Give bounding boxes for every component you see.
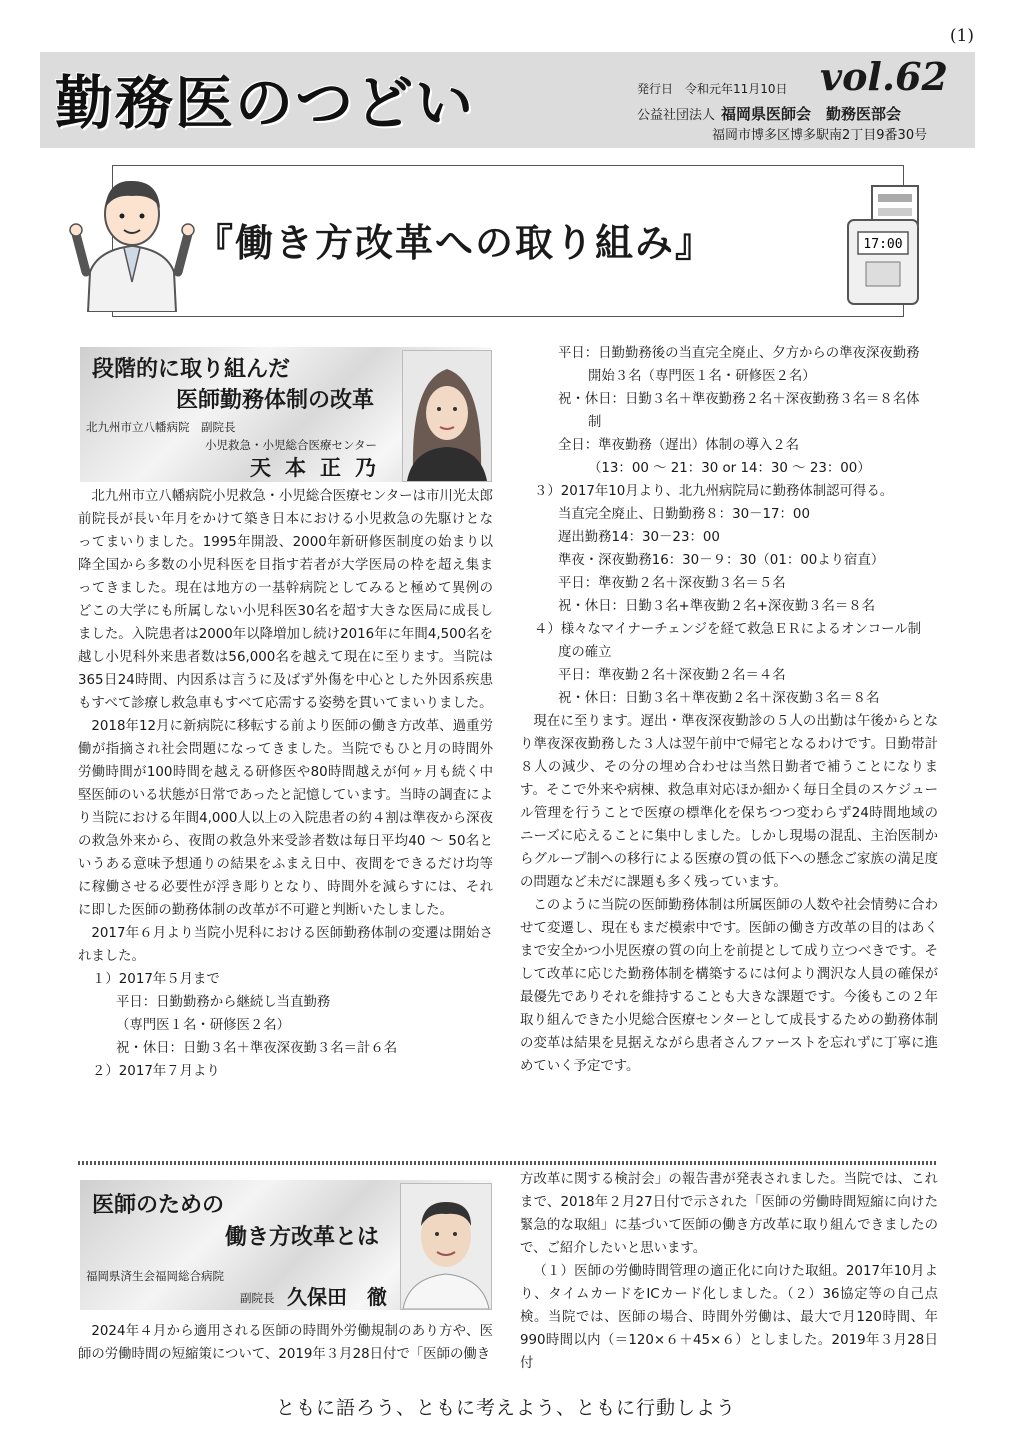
article1-list-item: 制: [588, 415, 602, 430]
article1-list-item: 平日：準夜勤２名＋深夜勤２名＝４名: [558, 668, 786, 683]
article1-list-item: 平日：準夜勤２名＋深夜勤３名＝５名: [558, 576, 786, 591]
article2-title-line2: 働き方改革とは: [225, 1225, 380, 1250]
article2-left-column: [78, 1320, 493, 1366]
article1-list-item: （13：00 ～ 21：30 or 14：30 ～ 23：00）: [588, 461, 871, 476]
article1-paragraph: 2017年６月より当院小児科における医師勤務体制の変遷は開始されました。: [78, 926, 493, 964]
article1-list-item: 準夜・深夜勤務16：30－９：30（01：00より宿直）: [558, 553, 885, 568]
article2-right-column: [520, 1168, 938, 1375]
article2-affiliation: 福岡県済生会福岡総合病院: [86, 1269, 224, 1283]
author-photo-man: [400, 1183, 492, 1310]
article2-author: 久保田 徹: [287, 1285, 387, 1309]
article1-paragraph: このように当院の医師勤務体制は所属医師の人数や社会情勢に合わせて変遷し、現在もまだ模索中です。医師の働き方改革の目的はあくまで安全かつ小児医療の質の向上を前提として成り立つべきです。そして改革に応じた勤務体制を構築するには何より潤沢な人員の確保が最優先でありそれを維持することも大きな課題です。今後もこの２年取り組んできた小児総合医療センターとして成長するための勤務体制の変革は結果を見据えながら患者さんファーストを忘れずに丁寧に進めていく予定です。: [520, 898, 938, 1074]
article1-title-line2: 医師勤務体制の改革: [176, 388, 375, 413]
publisher-name: 福岡県医師会 勤務医部会: [721, 105, 902, 123]
clock-time: 17:00: [863, 237, 903, 252]
feature-title: 『働き方改革への取り組み』: [195, 221, 716, 265]
article1-list-item: 全日：準夜勤務（遅出）体制の導入２名: [558, 438, 800, 453]
article1-list-item: 祝・休日：日勤３名＋準夜勤務２名＋深夜勤務３名＝８名体: [558, 392, 920, 407]
article2-paragraph: 2024年４月から適用される医師の時間外労働規制のあり方や、医師の労働時間の短縮策について、2019年３月28日付で「医師の働き: [78, 1324, 493, 1362]
publisher-address: 福岡市博多区博多駅南2丁目9番30号: [712, 128, 928, 143]
article2-title-line1: 医師のための: [92, 1193, 225, 1218]
article2-position: 副院長: [240, 1291, 275, 1305]
article1-list-item: 平日：日勤勤務後の当直完全廃止、夕方からの準夜深夜勤務: [558, 346, 920, 361]
footer-slogan: ともに語ろう、ともに考えよう、ともに行動しよう: [275, 1397, 736, 1419]
newsletter-title: 勤務医のつどい: [55, 69, 476, 137]
issue-date: 発行日 令和元年11月10日: [637, 82, 788, 96]
article1-list-item: 度の確立: [558, 645, 612, 660]
article1-right-column: [520, 342, 938, 1078]
article-separator: [78, 1161, 936, 1165]
article2-paragraph: 方改革に関する検討会」の報告書が発表されました。当院では、これまで、2018年２月27日付で示された「医師の労働時間短縮に向けた緊急的な取組」に基づいて医師の働き方改革に取り組んできましたので、ご紹介したいと思います。: [520, 1172, 938, 1256]
article1-list-item: ２）2017年７月より: [92, 1064, 220, 1079]
article1-list-item: １）2017年５月まで: [92, 972, 220, 987]
article1-list-item: 平日：日勤勤務から継続し当直勤務: [116, 995, 331, 1010]
article1-author: 天本正乃: [250, 456, 390, 480]
time-clock-icon: [842, 182, 924, 306]
publisher: [637, 103, 901, 124]
article1-list-item: 遅出勤務14：30－23：00: [558, 530, 720, 545]
article1-title-line1: 段階的に取り組んだ: [92, 357, 291, 382]
article2-paragraph: （１）医師の労働時間管理の適正化に向けた取組。2017年10月より、タイムカードをICカード化しました。（２）36協定等の自己点検。当院では、医師の場合、時間外労働は、最大で月120時間、年990時間以内（＝120×６＋45×６）としました。2019年３月28日付: [520, 1264, 938, 1371]
page-number: (1): [949, 26, 974, 46]
volume-number: vol.62: [820, 54, 948, 99]
publisher-prefix: 公益社団法人: [637, 108, 716, 123]
article1-list-item: 祝・休日：日勤３名＋準夜深夜勤３名＝計６名: [116, 1041, 398, 1056]
article1-paragraph: 現在に至ります。遅出・準夜深夜勤診の５人の出勤は午後からとなり準夜深夜勤務した３人は翌午前中で帰宅となるわけです。日勤帯計８人の減少、その分の埋め合わせは当然日勤者で補うことになります。そこで外来や病棟、救急車対応ほか細かく毎日全員のスケジュール管理を行うことで医療の標準化を保ちつつ変わらず24時間地域のニーズに応えることに集中しました。しかし現場の混乱、主治医制からグループ制への移行による医療の質の低下への懸念ご家族の満足度の問題など未だに課題も多く残っています。: [520, 714, 938, 890]
article1-list-item: 祝・休日：日勤３名+準夜勤２名+深夜勤３名＝８名: [558, 599, 876, 614]
article1-affiliation-hospital: 北九州市立八幡病院 副院長: [86, 420, 236, 434]
author-photo-woman: [402, 350, 492, 482]
article1-paragraph: 2018年12月に新病院に移転する前より医師の働き方改革、過重労働が指摘され社会問題になってきました。当院でもひと月の時間外労働時間が100時間を越える研修医や80時間越えが何ヶ月も続く中堅医師のいる状態が日常であったと記憶しています。当時の調査により当院における年間4,000人以上の入院患者の約４割は準夜から深夜の救急外来から、夜間の救急外来受診者数は毎日平均40 ～ 50名というある意味予想通りの結果をふまえ日中、夜間をできるだけ均等に稼働させる必要性が浮き彫りとなり、時間外を減らすには、それに即した医師の勤務体制の改革が不可避と判断いたしました。: [78, 719, 493, 918]
article1-list-item: （専門医１名・研修医２名）: [116, 1018, 291, 1033]
article1-list-item: 祝・休日：日勤３名＋準夜勤２名＋深夜勤３名＝８名: [558, 691, 880, 706]
article1-paragraph: 北九州市立八幡病院小児救急・小児総合医療センターは市川光太郎前院長が長い年月をかけて築き日本における小児救急の先駆けとなってまいりました。1995年開設、2000年新研修医制度の始まり以降全国から多数の小児科医を目指す若者が大学医局の枠を超え集まってきました。現在は地方の一基幹病院としてみると極めて異例のどこの大学にも所属しない小児科医30名を超す大きな医局に成長しました。入院患者は2000年以降増加し続け2016年に年間4,500名を越し小児科外来患者数は56,000名を越えて現在に至ります。当院は365日24時間、内因系は言うに及ばず外傷を中心とした外因系疾患もすべて診療し救急車もすべて応需する姿勢を貫いてまいりました。: [78, 489, 493, 711]
article1-list-item: 開始３名（専門医１名・研修医２名）: [588, 369, 816, 384]
article1-list-item: ３）2017年10月より、北九州病院局に勤務体制認可得る。: [534, 484, 894, 499]
article1-affiliation-center: 小児救急・小児総合医療センター: [205, 438, 378, 452]
article1-left-column: [78, 485, 493, 1083]
article1-list-item: ４）様々なマイナーチェンジを経て救急ＥＲによるオンコール制: [534, 622, 922, 637]
article1-list-item: 当直完全廃止、日勤勤務８：30－17：00: [558, 507, 810, 522]
doctor-illustration-icon: [68, 172, 196, 312]
